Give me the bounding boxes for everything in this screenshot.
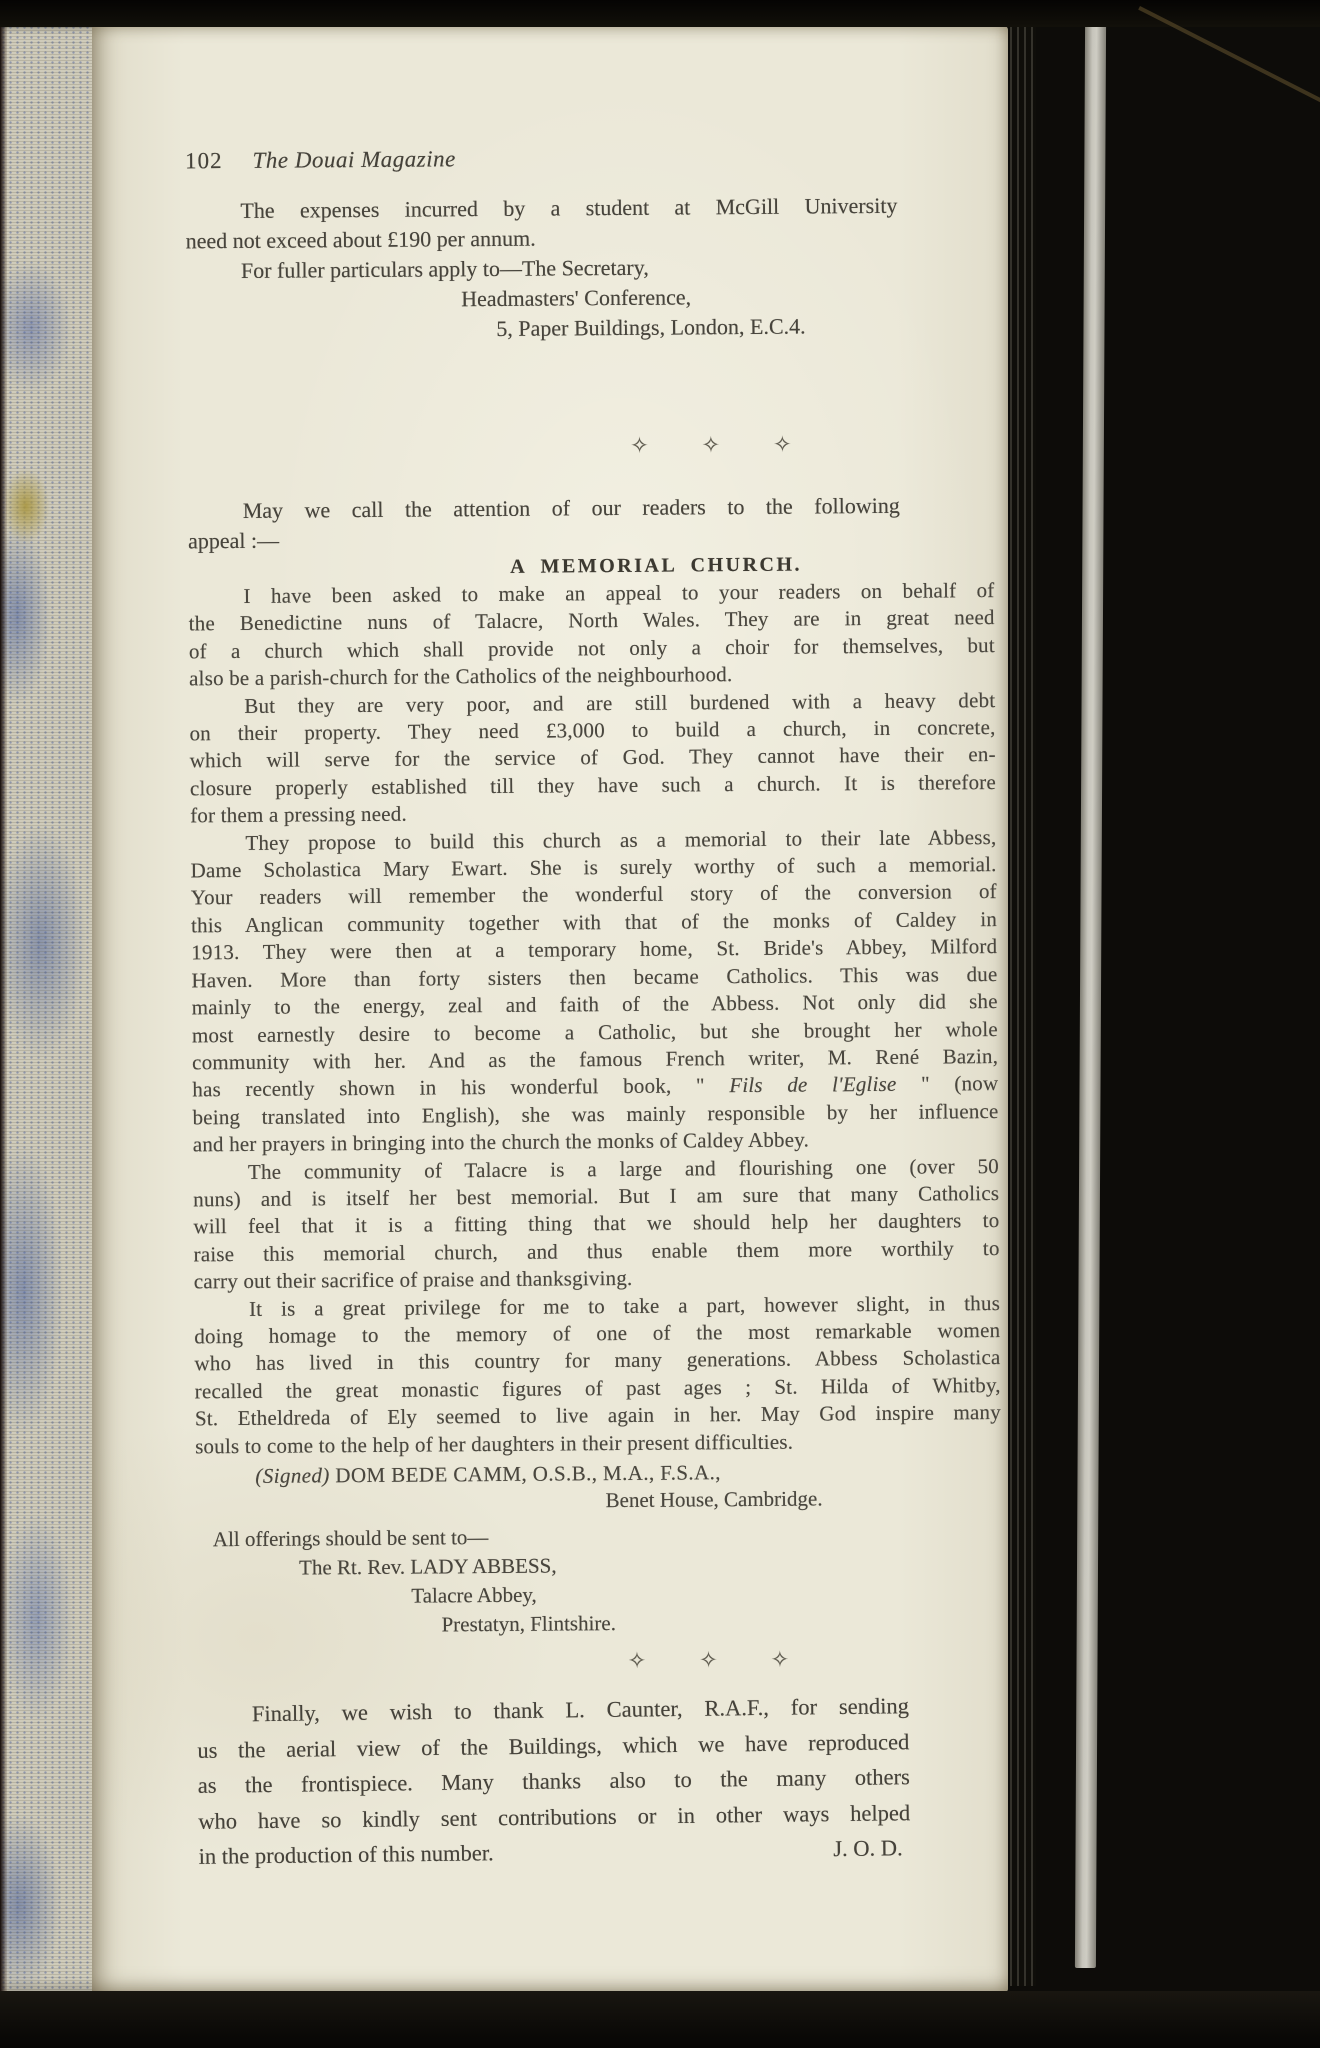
closing-line: Finally, we wish to thank L. Caunter, R.A.F., for sending [251, 1693, 910, 1727]
body-line: I have been asked to make an appeal to your readers on behalf of [243, 578, 995, 608]
book-title-italic: Fils de l'Eglise [729, 1072, 897, 1098]
diamond-separator [197, 1645, 1003, 1679]
offerings-line: The Rt. Rev. LADY ABBESS, [298, 1553, 557, 1580]
body-line: nuns) and is itself her best memorial. But I am sure that many Catholics [193, 1180, 1000, 1212]
signed-label: (Signed) [255, 1463, 330, 1488]
body-line: most earnestly desire to become a Catholic, but she brought her whole [191, 1016, 998, 1047]
memorial-church-heading: A MEMORIAL CHURCH. [510, 553, 803, 578]
body-line: will feel that it is a fitting thing that we should help her daughters to [193, 1208, 1000, 1239]
closing-paragraph [197, 1688, 911, 1874]
body-line: closure properly established till they have such a church. It is therefore [189, 769, 997, 801]
offerings-line: Talacre Abbey, [411, 1582, 537, 1608]
body-line: this Anglican community together with that of the monks of Caldey in [190, 906, 998, 938]
body-line: which will serve for the service of God. They cannot have their en- [189, 742, 996, 773]
diamond-icon: ✧ [773, 432, 792, 458]
intro-paragraphs [185, 191, 898, 347]
book-fore-edge-marbled [0, 0, 96, 2048]
body-line: Your readers will remember the wonderful story of the conversion of [190, 879, 997, 910]
page [92, 26, 1008, 1992]
body-line: The community of Talacre is a large and flourishing one (over 50 [247, 1153, 1000, 1184]
body-line: It is a great privilege for me to take a part, however slight, in thus [248, 1290, 1001, 1321]
diamond-icon: ✧ [699, 1648, 718, 1674]
editor-initials: J. O. D. [833, 1835, 903, 1862]
page-content [85, 142, 1005, 1874]
body-line: on their property. They need £3,000 to build a church, in concrete, [189, 715, 996, 746]
magazine-title: The Douai Magazine [252, 146, 456, 173]
intro-line: 5, Paper Buildings, London, E.C.4. [496, 313, 806, 341]
body-line: doing homage to the memory of one of the most remarkable women [194, 1317, 1001, 1349]
intro-line: For fuller particulars apply to—The Secretary, [240, 254, 649, 283]
diamond-icon: ✧ [627, 1648, 647, 1674]
intro-line: The expenses incurred by a student at McGill University [240, 192, 898, 223]
appeal-line: May we call the attention of our readers to the following [242, 492, 900, 523]
body-line: mainly to the energy, zeal and faith of the Abbess. Not only did she [191, 989, 998, 1020]
body-line: community with her. And as the famous French writer, M. René Bazin, [192, 1043, 999, 1075]
closing-last-line [198, 1830, 910, 1874]
appeal-line: appeal :— [187, 527, 280, 554]
page-header [185, 142, 991, 174]
body-line: St. Etheldreda of Ely seemed to live again in her. May God inspire many [194, 1400, 1001, 1431]
book-cover-bottom-band [0, 1991, 1320, 2048]
page-number: 102 [184, 148, 223, 174]
memorial-body [188, 577, 1001, 1460]
body-line: who has lived in this country for many generations. Abbess Scholastica [194, 1345, 1001, 1376]
body-line: the Benedictine nuns of Talacre, North Wales. They are in great need [188, 605, 995, 636]
diamond-separator [187, 430, 993, 464]
closing-line: as the frontispiece. Many thanks also to the many others [197, 1764, 910, 1798]
book-cover-top-band [0, 0, 1320, 27]
facing-page-edge-strip [1075, 22, 1106, 1968]
diamond-icon: ✧ [630, 433, 649, 459]
closing-line: in the production of this number. [198, 1840, 494, 1869]
diamond-icon: ✧ [770, 1647, 790, 1673]
intro-line: need not exceed about £190 per annum. [185, 225, 536, 254]
book-background-right [1008, 0, 1320, 2048]
appeal-intro [188, 491, 900, 557]
signatory-name: DOM BEDE CAMM, O.S.B., M.A., F.S.A., [329, 1460, 721, 1488]
body-line: and her prayers in bringing into the church the monks of Caldey Abbey. [192, 1127, 810, 1157]
closing-line: who have so kindly sent contributions or in other ways helped [198, 1799, 911, 1834]
left-cover-sliver [0, 0, 7, 2048]
body-line: souls to come to the help of her daughters in their present difficulties. [195, 1429, 794, 1458]
offerings-block [196, 1519, 1003, 1641]
body-line: of a church which shall provide not only a choir for themselves, but [188, 632, 995, 664]
body-line: Haven. More than forty sisters then became Catholics. This was due [191, 961, 998, 993]
body-line: for them a pressing need. [190, 801, 407, 828]
intro-line: Headmasters' Conference, [461, 284, 692, 312]
body-line: being translated into English), she was mainly responsible by her influence [192, 1098, 999, 1130]
body-line: Dame Scholastica Mary Ewart. She is surely worthy of such a memorial. [190, 852, 997, 883]
offerings-line: Prestatyn, Flintshire. [441, 1611, 617, 1637]
signature-address: Benet House, Cambridge. [605, 1486, 823, 1513]
fore-edge-stain [6, 468, 50, 544]
body-line: They propose to build this church as a memorial to their late Abbess, [245, 824, 997, 855]
underlying-page-edges [1010, 20, 1036, 1986]
offerings-line: All offerings should be sent to— [212, 1525, 489, 1552]
body-line: 1913. They were then at a temporary home, St. Bride's Abbey, Milford [191, 934, 998, 965]
diamond-icon: ✧ [701, 433, 721, 459]
text-segment: " (now [896, 1071, 999, 1097]
text-segment: has recently shown in his wonderful book, " [192, 1073, 730, 1102]
body-line: recalled the great monastic figures of past ages ; St. Hilda of Whitby, [194, 1372, 1001, 1404]
body-line: also be a parish-church for the Catholics of the neighbourhood. [189, 662, 733, 691]
closing-line: us the aerial view of the Buildings, which we have reproduced [197, 1728, 910, 1763]
body-line: carry out their sacrifice of praise and thanksgiving. [193, 1266, 633, 1294]
body-line: raise this memorial church, and thus enable them more worthily to [193, 1235, 1000, 1267]
body-line: But they are very poor, and are still burdened with a heavy debt [244, 687, 996, 718]
